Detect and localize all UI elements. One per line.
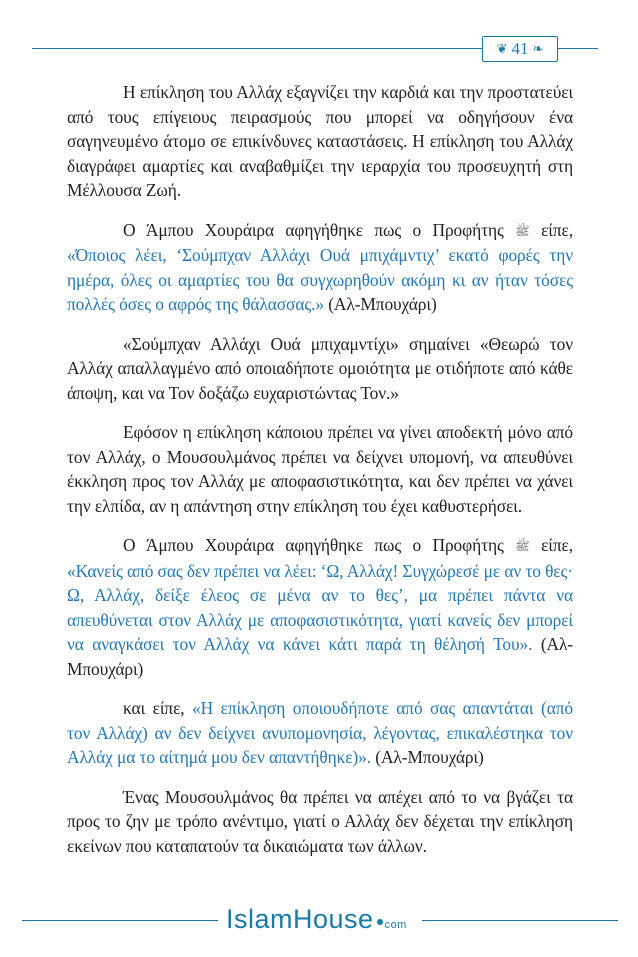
page-number: 41 [511,39,529,58]
page-header [0,30,638,62]
footer-rule-left [22,920,218,921]
body-paragraph [67,420,573,518]
salutation-glyph: ﷺ [515,223,530,238]
hadith-quote: «Όποιος λέει, ‘Σούμπχαν Αλλάχι Ουά μπιχάμντιχ’ εκατό φορές την ημέρα, όλες οι αμαρτίες του θα συγχωρηθούν ακόμη κι αν ήταν τόσες πολλές όσες ο αφρός της θάλασσας.» [67,245,573,314]
brand-name: IslamHouse [226,904,374,934]
paragraph-text: «Σούμπχαν Αλλάχι Ουά μπιχαμντίχι» σημαίνει «Θεωρώ τον Αλλάχ απαλλαγμένο από οποιαδήποτε ομοιότητα με οτιδήποτε από κάθε άποψη, και να Τον δοξάζω ευχαριστώντας Τον.» [67,333,573,403]
brand-logo [226,904,407,935]
body-paragraph [67,785,573,859]
paragraph-text: Εφόσον η επίκληση κάποιου πρέπει να γίνει αποδεκτή μόνο από τον Αλλάχ, ο Μουσουλμάνος πρέπει να δείχνει υπομονή, να απευθύνει έκκληση προς τον Αλλάχ με αποφασιστικότητα, και δεν πρέπει να χάνει την ελπίδα, αν η απάντηση στην επίκληση του έχει καθυστερήσει. [67,422,573,516]
paragraph-text: (Αλ-Μπουχάρι) [67,634,573,679]
brand-dot-icon [377,919,383,925]
body-paragraph [67,80,573,203]
body-paragraph [67,696,573,770]
hadith-quote: «Κανείς από σας δεν πρέπει να λέει: ‘Ω, Αλλάχ! Συγχώρεσέ με αν το θες· Ω, Αλλάχ, δείξε έλεος σε μένα αν το θες’, μα πρέπει πάντα να απευθύνεται στον Αλλάχ με αποφασιστικότητα, γιατί κανείς δεν μπορεί να αναγκάσει τον Αλλάχ να κάνει κάτι παρά τη θέλησή Του». [67,560,573,654]
left-ornament-icon: ❦ [496,41,508,56]
salutation-glyph: ﷺ [515,539,530,553]
paragraph-text: Ο Άμπου Χουράιρα αφηγήθηκε πως ο Προφήτης [123,535,516,555]
paragraph-text: Η επίκληση του Αλλάχ εξαγνίζει την καρδιά και την προστατεύει από τους επίγειους πειρασμούς που μπορεί να οδηγήσουν ένα σαγηνευμένο άτομο σε επικίνδυνες καταστάσεις. Η επίκληση του Αλλάχ διαγράφει αμαρτίες και αναβαθμίζει την ιεραρχία του προσευχητή στη Μέλλουσα Ζωή. [67,82,573,200]
paragraph-text: Ένας Μουσουλμάνος θα πρέπει να απέχει από το να βγάζει τα προς το ζην με τρόπο ανέντιμο, γιατί ο Αλλάχ δεν δέχεται την επίκληση εκείνων που καταπατούν τα δικαιώματα των άλλων. [67,786,573,856]
paragraph-text: (Αλ-Μπουχάρι) [323,294,437,314]
body-paragraph [67,533,573,681]
paragraph-text: (Αλ-Μπουχάρι) [371,747,484,767]
paragraph-text: Ο Άμπου Χουράιρα αφηγήθηκε πως ο Προφήτης [123,219,516,240]
right-ornament-icon: ❧ [532,41,544,56]
page-number-box [482,36,558,62]
body-paragraph [67,218,573,317]
brand-suffix: com [384,919,407,931]
paragraph-text: είπε, [529,535,574,555]
paragraph-text: και είπε, [123,698,193,718]
paragraph-text: είπε, [529,219,574,240]
page-body [67,80,573,873]
footer-rule-right [422,920,618,921]
hadith-quote: «Η επίκληση οποιουδήποτε από σας απαντάται (από τον Αλλάχ) αν δεν δείχνει ανυπομονησία, λέγοντας, επικαλέστηκα τον Αλλάχ μα το αίτημά μου δεν απαντήθηκε)». [67,698,573,767]
body-paragraph [67,332,573,406]
page-footer [0,902,638,942]
